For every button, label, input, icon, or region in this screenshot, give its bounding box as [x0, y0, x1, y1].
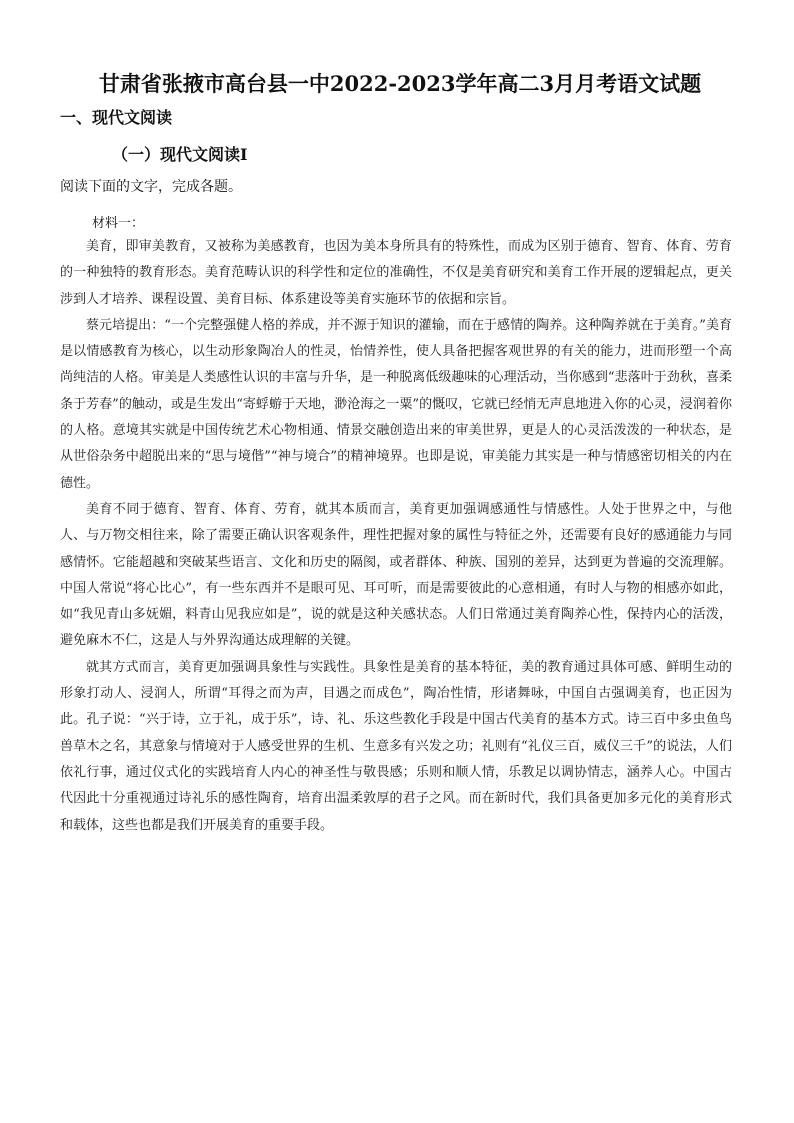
document-title: 甘肃省张掖市高台县一中2022-2023学年高二3月月考语文试题: [98, 71, 702, 96]
reading-instruction: 阅读下面的文字，完成各题。: [60, 179, 242, 195]
article-body: [60, 234, 732, 839]
subsection-heading: （一）现代文阅读Ⅰ: [112, 145, 248, 164]
paragraph: 美育不同于德育、智育、体育、劳育，就其本质而言，美育更加强调感通性与情感性。人处于世界之中，与他人、与万物交相往来，除了需要正确认识客观条件，理性把握对象的属性与特征之外，还需要有良好的感通能力与同感情怀。它能超越和突破某些语言、文化和历史的隔阂，或者群体、种族、国别的差异，达到更为普遍的交流理解。中国人常说“将心比心”，有一些东西并不是眼可见、耳可听，而是需要彼此的心意相通，有时人与物的相感亦如此，如“我见青山多妩媚，料青山见我应如是”，说的就是这种关感状态。人们日常通过美育陶养心性，保持内心的活泼，避免麻木不仁，这是人与外界沟通达成理解的关键。: [60, 501, 732, 649]
paragraph: 就其方式而言，美育更加强调具象性与实践性。具象性是美育的基本特征，美的教育通过具体可感、鲜明生动的形象打动人、浸润人，所谓“耳得之而为声，目遇之而成色”，陶冶性情，形诸舞咏，中国自古强调美育，也正因为此。孔子说：“兴于诗，立于礼，成于乐”，诗、礼、乐这些教化手段是中国古代美育的基本方式。诗三百中多虫鱼鸟兽草木之名，其意象与情境对于人感受世界的生机、生意多有兴发之功；礼则有“礼仪三百，威仪三千”的说法，人们依礼行事，通过仪式化的实践培育人内心的神圣性与敬畏感；乐则和顺人情，乐教足以调协情志，涵养人心。中国古代因此十分重视通过诗礼乐的感性陶育，培育出温柔敦厚的君子之风。而在新时代，我们具备更加多元化的美育形式和载体，这些也都是我们开展美育的重要手段。: [60, 659, 732, 833]
paragraph: 蔡元培提出：“一个完整强健人格的养成，并不源于知识的灌输，而在于感情的陶养。这种陶养就在于美育。”美育是以情感教育为核心，以生动形象陶冶人的性灵，怡情养性，使人具备把握客观世界的有关的能力，进而形塑一个高尚纯洁的人格。审美是人类感性认识的丰富与升华，是一种脱离低级趣味的心理活动，当你感到“悲落叶于劲秋，喜柔条于芳春”的触动，或是生发出“寄蜉蝣于天地，渺沧海之一粟”的慨叹，它就已经悄无声息地进入你的心灵，浸润着你的人格。意境其实就是中国传统艺术心物相通、情景交融创造出来的审美世界，更是人的心灵活泼泼的一种状态，是从世俗杂务中超脱出来的“思与境偕”“神与境合”的精神境界。也即是说，审美能力其实是一种与情感密切相关的内在德性。: [60, 317, 732, 491]
paragraph: 美育，即审美教育，又被称为美感教育，也因为美本身所具有的特殊性，而成为区别于德育、智育、体育、劳育的一种独特的教育形态。美育范畴认识的科学性和定位的准确性，不仅是美育研究和美育工作开展的逻辑起点，更关涉到人才培养、课程设置、美育目标、体系建设等美育实施环节的依据和宗旨。: [60, 239, 732, 307]
material-label: 材料一：: [92, 216, 145, 231]
section-heading: 一、现代文阅读: [60, 108, 173, 127]
